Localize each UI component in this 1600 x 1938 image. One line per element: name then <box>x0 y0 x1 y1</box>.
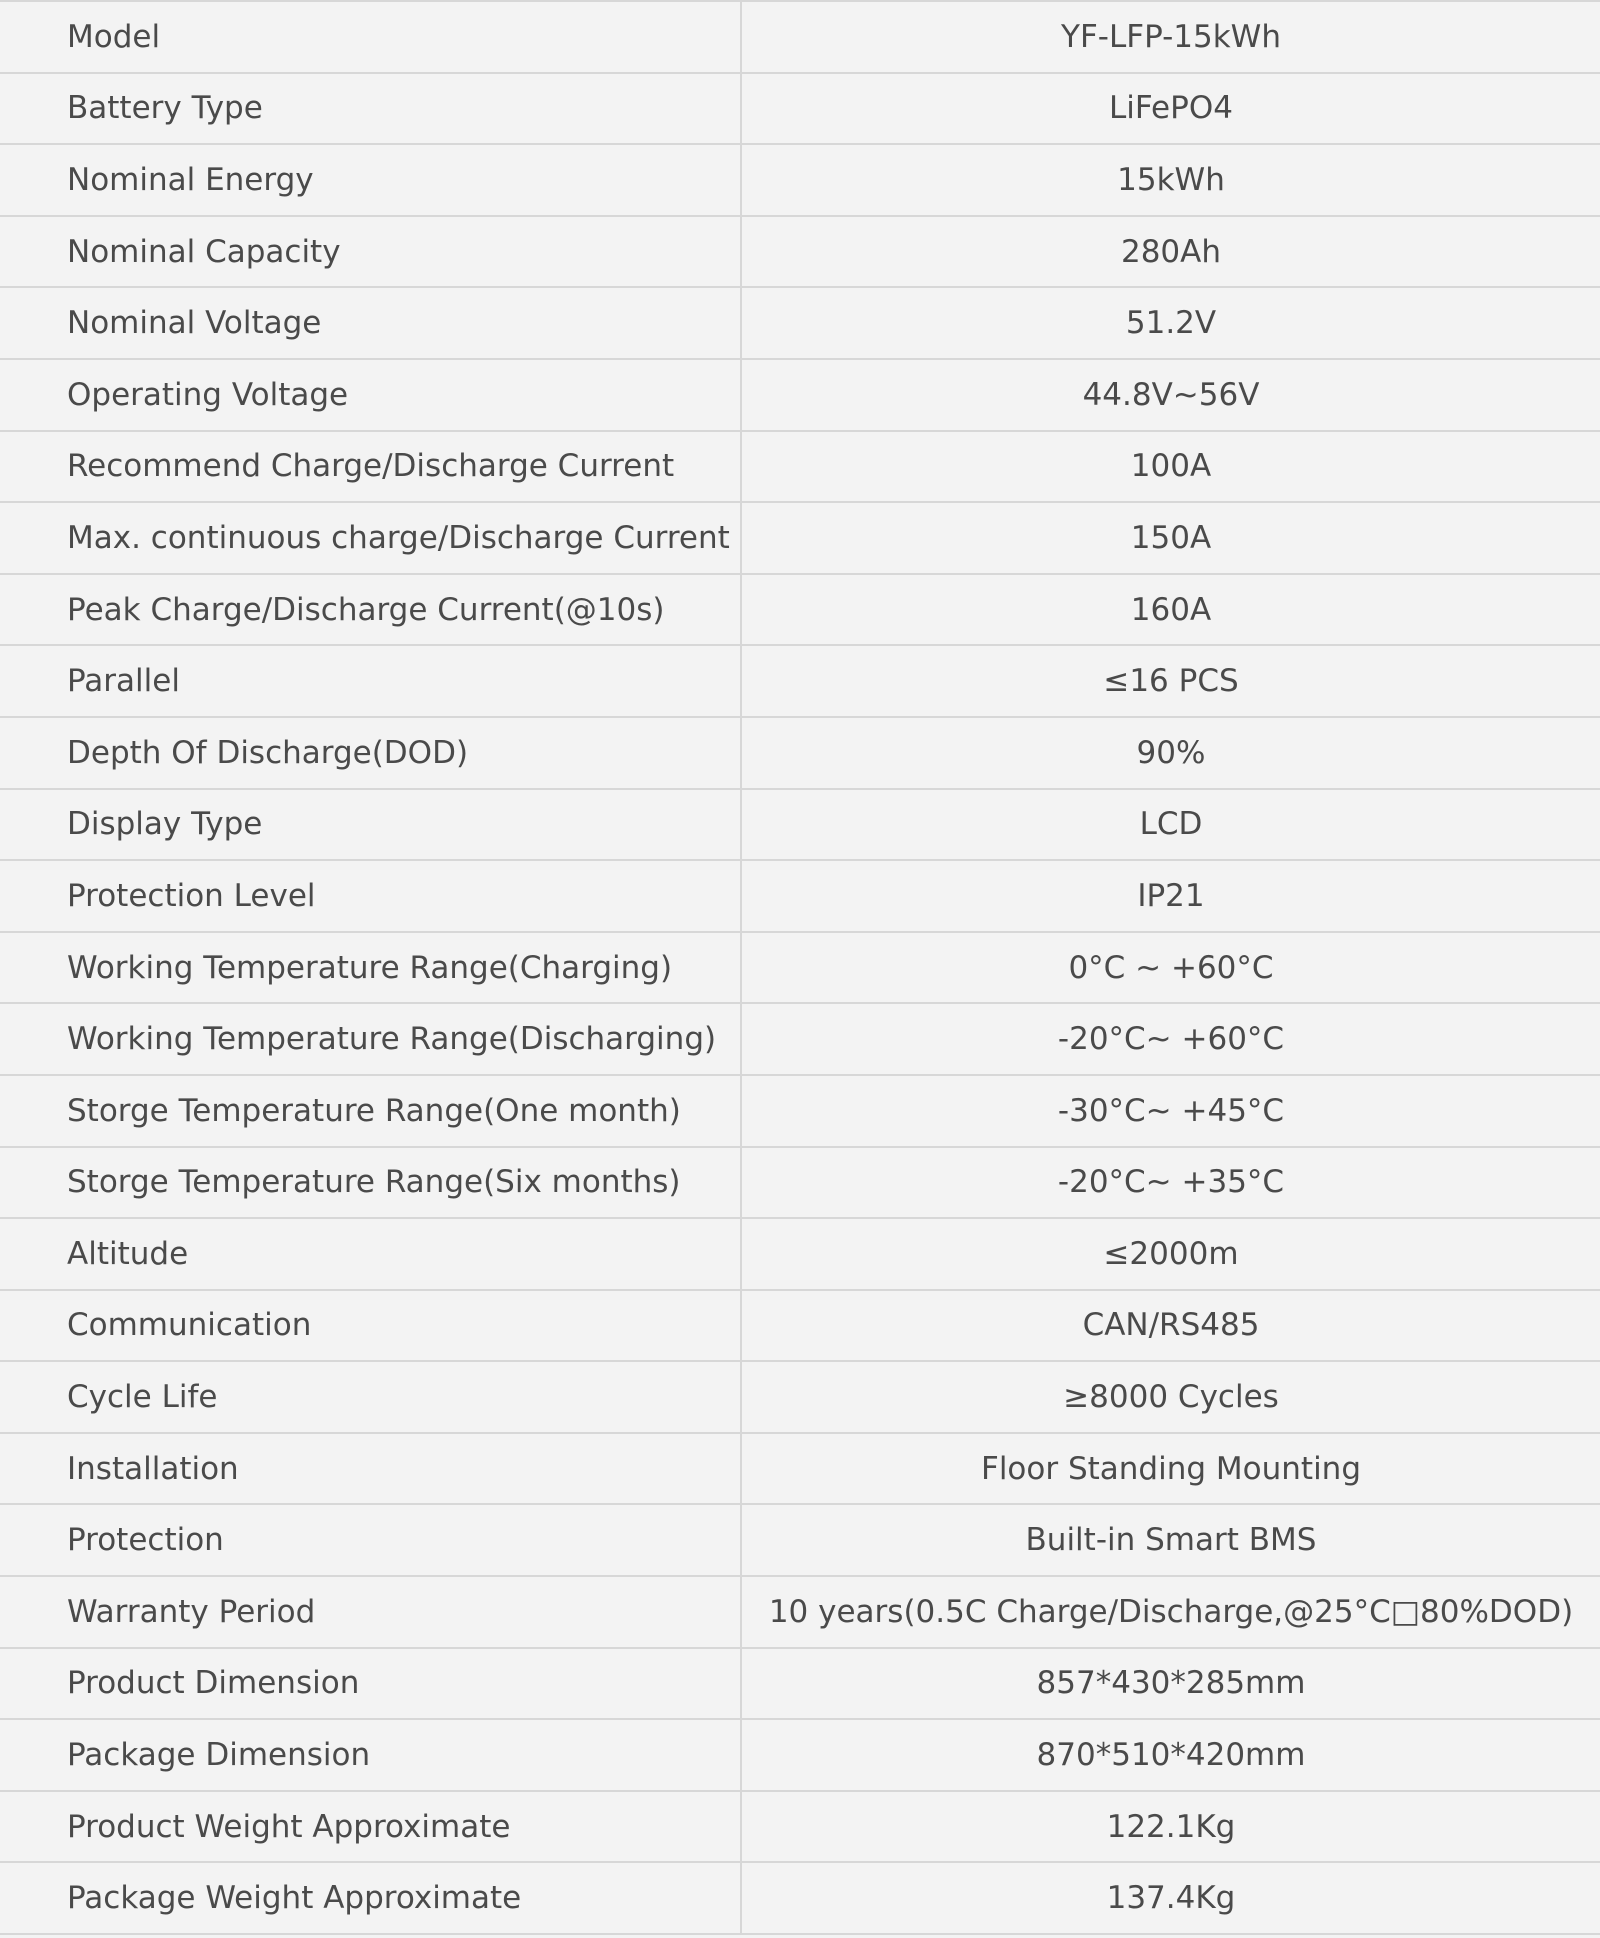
spec-label: Display Type <box>0 789 741 861</box>
table-row <box>0 1 1600 73</box>
table-row <box>0 1147 1600 1219</box>
spec-label: Nominal Energy <box>0 144 741 216</box>
table-row <box>0 1791 1600 1863</box>
spec-value: IP21 <box>741 860 1600 932</box>
table-row <box>0 1290 1600 1362</box>
table-row <box>0 645 1600 717</box>
spec-label: Model <box>0 1 741 73</box>
table-row <box>0 73 1600 145</box>
spec-label: Storge Temperature Range(One month) <box>0 1075 741 1147</box>
table-row <box>0 1218 1600 1290</box>
spec-label: Peak Charge/Discharge Current(@10s) <box>0 574 741 646</box>
table-row <box>0 1719 1600 1791</box>
spec-value: 90% <box>741 717 1600 789</box>
table-row <box>0 1361 1600 1433</box>
table-row <box>0 502 1600 574</box>
spec-label: Nominal Capacity <box>0 216 741 288</box>
table-row <box>0 359 1600 431</box>
spec-value: 10 years(0.5C Charge/Discharge,@25°C□80%DOD) <box>741 1576 1600 1648</box>
spec-label: Package Dimension <box>0 1719 741 1791</box>
spec-value: -30°C~ +45°C <box>741 1075 1600 1147</box>
spec-value: 280Ah <box>741 216 1600 288</box>
spec-label: Protection <box>0 1504 741 1576</box>
table-row <box>0 1433 1600 1505</box>
spec-value: 857*430*285mm <box>741 1648 1600 1720</box>
spec-value: 100A <box>741 431 1600 503</box>
spec-label: Parallel <box>0 645 741 717</box>
table-row <box>0 1075 1600 1147</box>
spec-value: 44.8V~56V <box>741 359 1600 431</box>
spec-label: Warranty Period <box>0 1576 741 1648</box>
spec-label: Working Temperature Range(Charging) <box>0 932 741 1004</box>
spec-value: ≤16 PCS <box>741 645 1600 717</box>
table-row <box>0 287 1600 359</box>
spec-value: 122.1Kg <box>741 1791 1600 1863</box>
spec-value: 150A <box>741 502 1600 574</box>
spec-label: Protection Level <box>0 860 741 932</box>
spec-table-body <box>0 1 1600 1934</box>
spec-value: Floor Standing Mounting <box>741 1433 1600 1505</box>
table-row <box>0 932 1600 1004</box>
spec-label: Recommend Charge/Discharge Current <box>0 431 741 503</box>
spec-label: Working Temperature Range(Discharging) <box>0 1003 741 1075</box>
table-row <box>0 1504 1600 1576</box>
spec-label: Depth Of Discharge(DOD) <box>0 717 741 789</box>
spec-label: Nominal Voltage <box>0 287 741 359</box>
spec-label: Storge Temperature Range(Six months) <box>0 1147 741 1219</box>
table-row <box>0 574 1600 646</box>
spec-value: ≥8000 Cycles <box>741 1361 1600 1433</box>
spec-value: 870*510*420mm <box>741 1719 1600 1791</box>
spec-value: 51.2V <box>741 287 1600 359</box>
table-row <box>0 216 1600 288</box>
spec-value: LiFePO4 <box>741 73 1600 145</box>
table-row <box>0 1648 1600 1720</box>
spec-value: 160A <box>741 574 1600 646</box>
table-row <box>0 1576 1600 1648</box>
spec-value: -20°C~ +60°C <box>741 1003 1600 1075</box>
spec-value: ≤2000m <box>741 1218 1600 1290</box>
spec-label: Battery Type <box>0 73 741 145</box>
table-row <box>0 717 1600 789</box>
spec-label: Operating Voltage <box>0 359 741 431</box>
table-row <box>0 1862 1600 1934</box>
spec-value: 137.4Kg <box>741 1862 1600 1934</box>
spec-value: Built-in Smart BMS <box>741 1504 1600 1576</box>
spec-label: Altitude <box>0 1218 741 1290</box>
table-row <box>0 431 1600 503</box>
spec-label: Package Weight Approximate <box>0 1862 741 1934</box>
table-row <box>0 1003 1600 1075</box>
spec-label: Product Dimension <box>0 1648 741 1720</box>
spec-label: Communication <box>0 1290 741 1362</box>
spec-value: LCD <box>741 789 1600 861</box>
spec-value: CAN/RS485 <box>741 1290 1600 1362</box>
spec-label: Installation <box>0 1433 741 1505</box>
spec-value: YF-LFP-15kWh <box>741 1 1600 73</box>
spec-label: Max. continuous charge/Discharge Current <box>0 502 741 574</box>
table-row <box>0 789 1600 861</box>
table-row <box>0 144 1600 216</box>
spec-value: 15kWh <box>741 144 1600 216</box>
spec-value: -20°C~ +35°C <box>741 1147 1600 1219</box>
spec-label: Cycle Life <box>0 1361 741 1433</box>
spec-label: Product Weight Approximate <box>0 1791 741 1863</box>
table-row <box>0 860 1600 932</box>
spec-value: 0°C ~ +60°C <box>741 932 1600 1004</box>
